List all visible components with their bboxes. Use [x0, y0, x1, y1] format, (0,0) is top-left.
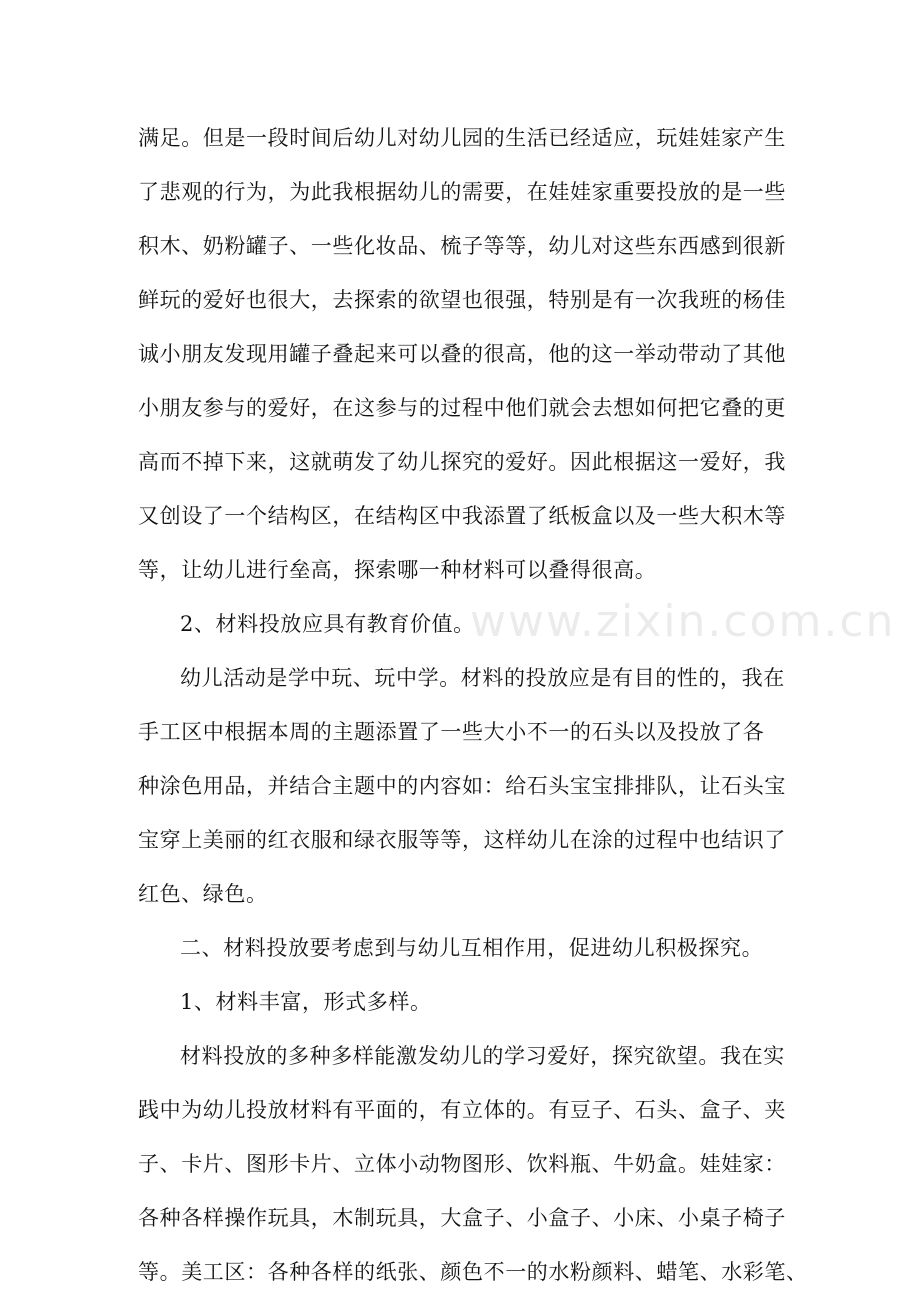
text-line: 践中为幼儿投放材料有平面的，有立体的。有豆子、石头、盒子、夹	[138, 1098, 786, 1122]
section-heading: 二、材料投放要考虑到与幼儿互相作用，促进幼儿积极探究。	[180, 936, 764, 960]
text-line: 满足。但是一段时间后幼儿对幼儿园的生活已经适应，玩娃娃家产生	[138, 126, 786, 150]
section-heading: 2、材料投放应具有教育价值。	[180, 612, 475, 636]
text-line: 等，让幼儿进行垒高，探索哪一种材料可以叠得很高。	[138, 558, 657, 582]
text-line: 各种各样操作玩具，木制玩具，大盒子、小盒子、小床、小桌子椅子	[138, 1206, 786, 1230]
text-line: 了悲观的行为，为此我根据幼儿的需要，在娃娃家重要投放的是一些	[138, 180, 786, 204]
section-heading: 1、材料丰富，形式多样。	[180, 990, 432, 1014]
text-line: 诚小朋友发现用罐子叠起来可以叠的很高，他的这一举动带动了其他	[138, 342, 786, 366]
text-line: 高而不掉下来，这就萌发了幼儿探究的爱好。因此根据这一爱好，我	[138, 450, 786, 474]
text-line: 手工区中根据本周的主题添置了一些大小不一的石头以及投放了各	[138, 720, 765, 744]
text-line: 子、卡片、图形卡片、立体小动物图形、饮料瓶、牛奶盒。娃娃家：	[138, 1152, 786, 1176]
paragraph-start: 幼儿活动是学中玩、玩中学。材料的投放应是有目的性的，我在	[180, 666, 785, 690]
text-line: 小朋友参与的爱好，在这参与的过程中他们就会去想如何把它叠的更	[138, 396, 786, 420]
paragraph-start: 材料投放的多种多样能激发幼儿的学习爱好，探究欲望。我在实	[180, 1044, 785, 1068]
text-line: 积木、奶粉罐子、一些化妆品、梳子等等，幼儿对这些东西感到很新	[138, 234, 786, 258]
text-line: 又创设了一个结构区，在结构区中我添置了纸板盒以及一些大积木等	[138, 504, 786, 528]
text-line: 红色、绿色。	[138, 882, 268, 906]
text-line: 鲜玩的爱好也很大，去探索的欲望也很强，特别是有一次我班的杨佳	[138, 288, 786, 312]
watermark: www.zixin.com.cn	[470, 596, 896, 647]
text-line: 等。美工区：各种各样的纸张、颜色不一的水粉颜料、蜡笔、水彩笔、	[138, 1260, 808, 1284]
text-line: 种涂色用品，并结合主题中的内容如：给石头宝宝排排队，让石头宝	[138, 774, 786, 798]
text-line: 宝穿上美丽的红衣服和绿衣服等等，这样幼儿在涂的过程中也结识了	[138, 828, 786, 852]
